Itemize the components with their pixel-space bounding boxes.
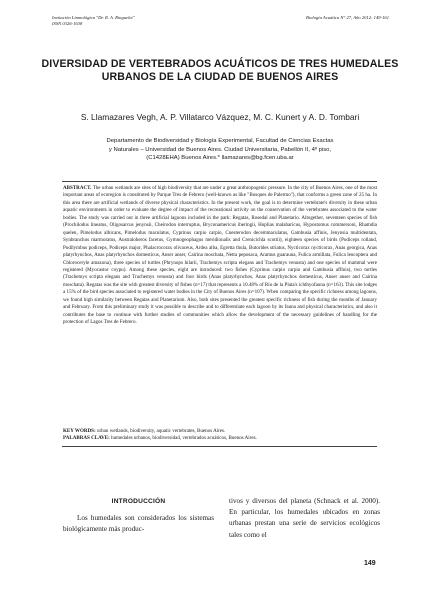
body-text-left: Los humedales son considerados los sistemas biológicamente más produc- bbox=[63, 514, 214, 534]
keywords-block bbox=[63, 428, 377, 443]
affiliation bbox=[60, 137, 380, 163]
body-column-left bbox=[63, 498, 214, 536]
abstract bbox=[63, 185, 377, 419]
keywords-text: urban wetlands, biodiversity, aquatic vertebrates, Buenos Aires. bbox=[96, 428, 226, 434]
palabras-clave-label: PALABRAS CLAVE: bbox=[63, 435, 110, 442]
keywords-es bbox=[63, 435, 377, 442]
affiliation-line-1: Departamento de Biodiversidad y Biología Experimental, Facultad de Ciencias Exactas bbox=[106, 138, 334, 144]
keywords-en bbox=[63, 428, 377, 435]
affiliation-line-3: (C1428EHA) Buenos Aires.* llamazares@bg.fcen.uba.ar bbox=[146, 155, 294, 162]
divider-top bbox=[62, 181, 377, 182]
body-column-right bbox=[229, 496, 380, 541]
palabras-clave-text: humedales urbanos, biodiversidad, vertebrados acuáticos, Buenos Aires. bbox=[111, 435, 257, 442]
affiliation-line-2: y Naturales – Universidad de Buenos Aires. Ciudad Universitaria, Pabellón II, 4º piso, bbox=[108, 146, 332, 153]
issn: ISSN 0326-1638 bbox=[52, 21, 83, 26]
abstract-text: The urban wetlands are sites of high biodiversity that are under a great anthropogenic pressure. In the city of Buenos Aires, one of the most important areas of ecoregion is constituted by Parque Tres de Febrero (well-known as like "Bosques de Palermo"), that conforms a green zone of 25 ha. In this area there are artificial wetlands of diverse physical characteristics. In the present work, the goal is to determine vertebrate's diversity in these urban aquatic environments in order to evaluate the degree of impact of the recreational activity on the conservation of the vertebrates associated to the water bodies. The study was carried out in three artificial lagoons included in the park: Regatas, Rosedal and Planetario. Altogether, seventeen species of fish (Prochilodus lineatus, Oligosarcus jenynsii, Cheirodon interruptus, Bryconamericus iheringii, Hoplias malabaricus, Hypostomus commersoni, Rhamdia quelen, Pimelodus albicans, Pimelodus maculatus, Cyprinus carpio carpio, Cnesterodon decemmaculatus, Gambusia affinis, Jenynsia multidentata, Synbranchus marmoratus, Australoheros facetus, Gymnogeophagus meridionalis and Crenicichla scottii), eighteen species of birds (Podiceps rolland, Podilymbus podiceps, Podiceps major, Phalacrocorax olivaceus, Ardea alba, Egretta thula, Butorides striatus, Nycticorax nycticorax, Anas georgica, Anas platyrhynchos, Anas platyrhynchos domesticus, Anser anser, Cairina moschata, Netta peposaca, Aramus guarauna, Fulica armillata, Fulica leucoptera and Chloroceryle amazona), three species of turtles (Phrynops hilarii, Trachemys scripta elegans and Trachemys venusta) and one species of mammal were registered (Myocastor coypu). Among these species, eight are introduced: two fishes (Cyprinus carpio carpio and Gambusia affinis), two turtles (Trachemys scripta elegans and Trachemys venusta) and four birds (Anas platyrhynchos, Anas platyrhynchos domesticus, Anser anser and Cairina moschata). Regatas was the site with greatest diversity of fishes (n=17) that represents a 10.48% of Río de la Plata's ichthyofauna (n=163). This site lodges a 15% of the bird species associated to registered water bodies in the City of Buenos Aires (n=107). When comparing the specific richness among lagoons, we found high similarity between Regatas and Planetarium. Also, both sites presented the greatest specific richness of fish during the months of January and February. From this preliminary study it was possible to describe and to differentiate each lagoon by its fauna and physical characteristics, and also it contributes the base to continue with further studies of communities which allow the development of the necessary guidelines of handling for the protection of Lagos Tres de Febrero. bbox=[63, 185, 377, 326]
divider-bottom bbox=[62, 446, 377, 447]
journal-name: Invitación Limnológica "Dr. R. A. Ringuelet" bbox=[52, 15, 135, 20]
abstract-label: ABSTRACT. bbox=[63, 185, 92, 191]
body-text-right: tivos y diversos del planeta (Schnack et al. 2000). En particular, los humedales ubicados en zonas urbanas prestan una serie de servicios ecológicos tales como el bbox=[229, 497, 380, 539]
page-number: 149 bbox=[364, 560, 376, 567]
journal-header-right: Biología Acuática N° 27, Año 2012: 149-161 bbox=[306, 15, 389, 20]
keywords-label: KEY WORDS: bbox=[63, 428, 96, 434]
authors: S. Llamazares Vegh, A. P. Villatarco Vázquez, M. C. Kunert y A. D. Tombari bbox=[80, 112, 360, 122]
article-title: DIVERSIDAD DE VERTEBRADOS ACUÁTICOS DE TRES HUMEDALES URBANOS DE LA CIUDAD DE BUENOS AIRES bbox=[41, 58, 399, 83]
journal-header-left bbox=[52, 15, 135, 27]
section-title-introduccion: INTRODUCCIÓN bbox=[111, 498, 166, 505]
